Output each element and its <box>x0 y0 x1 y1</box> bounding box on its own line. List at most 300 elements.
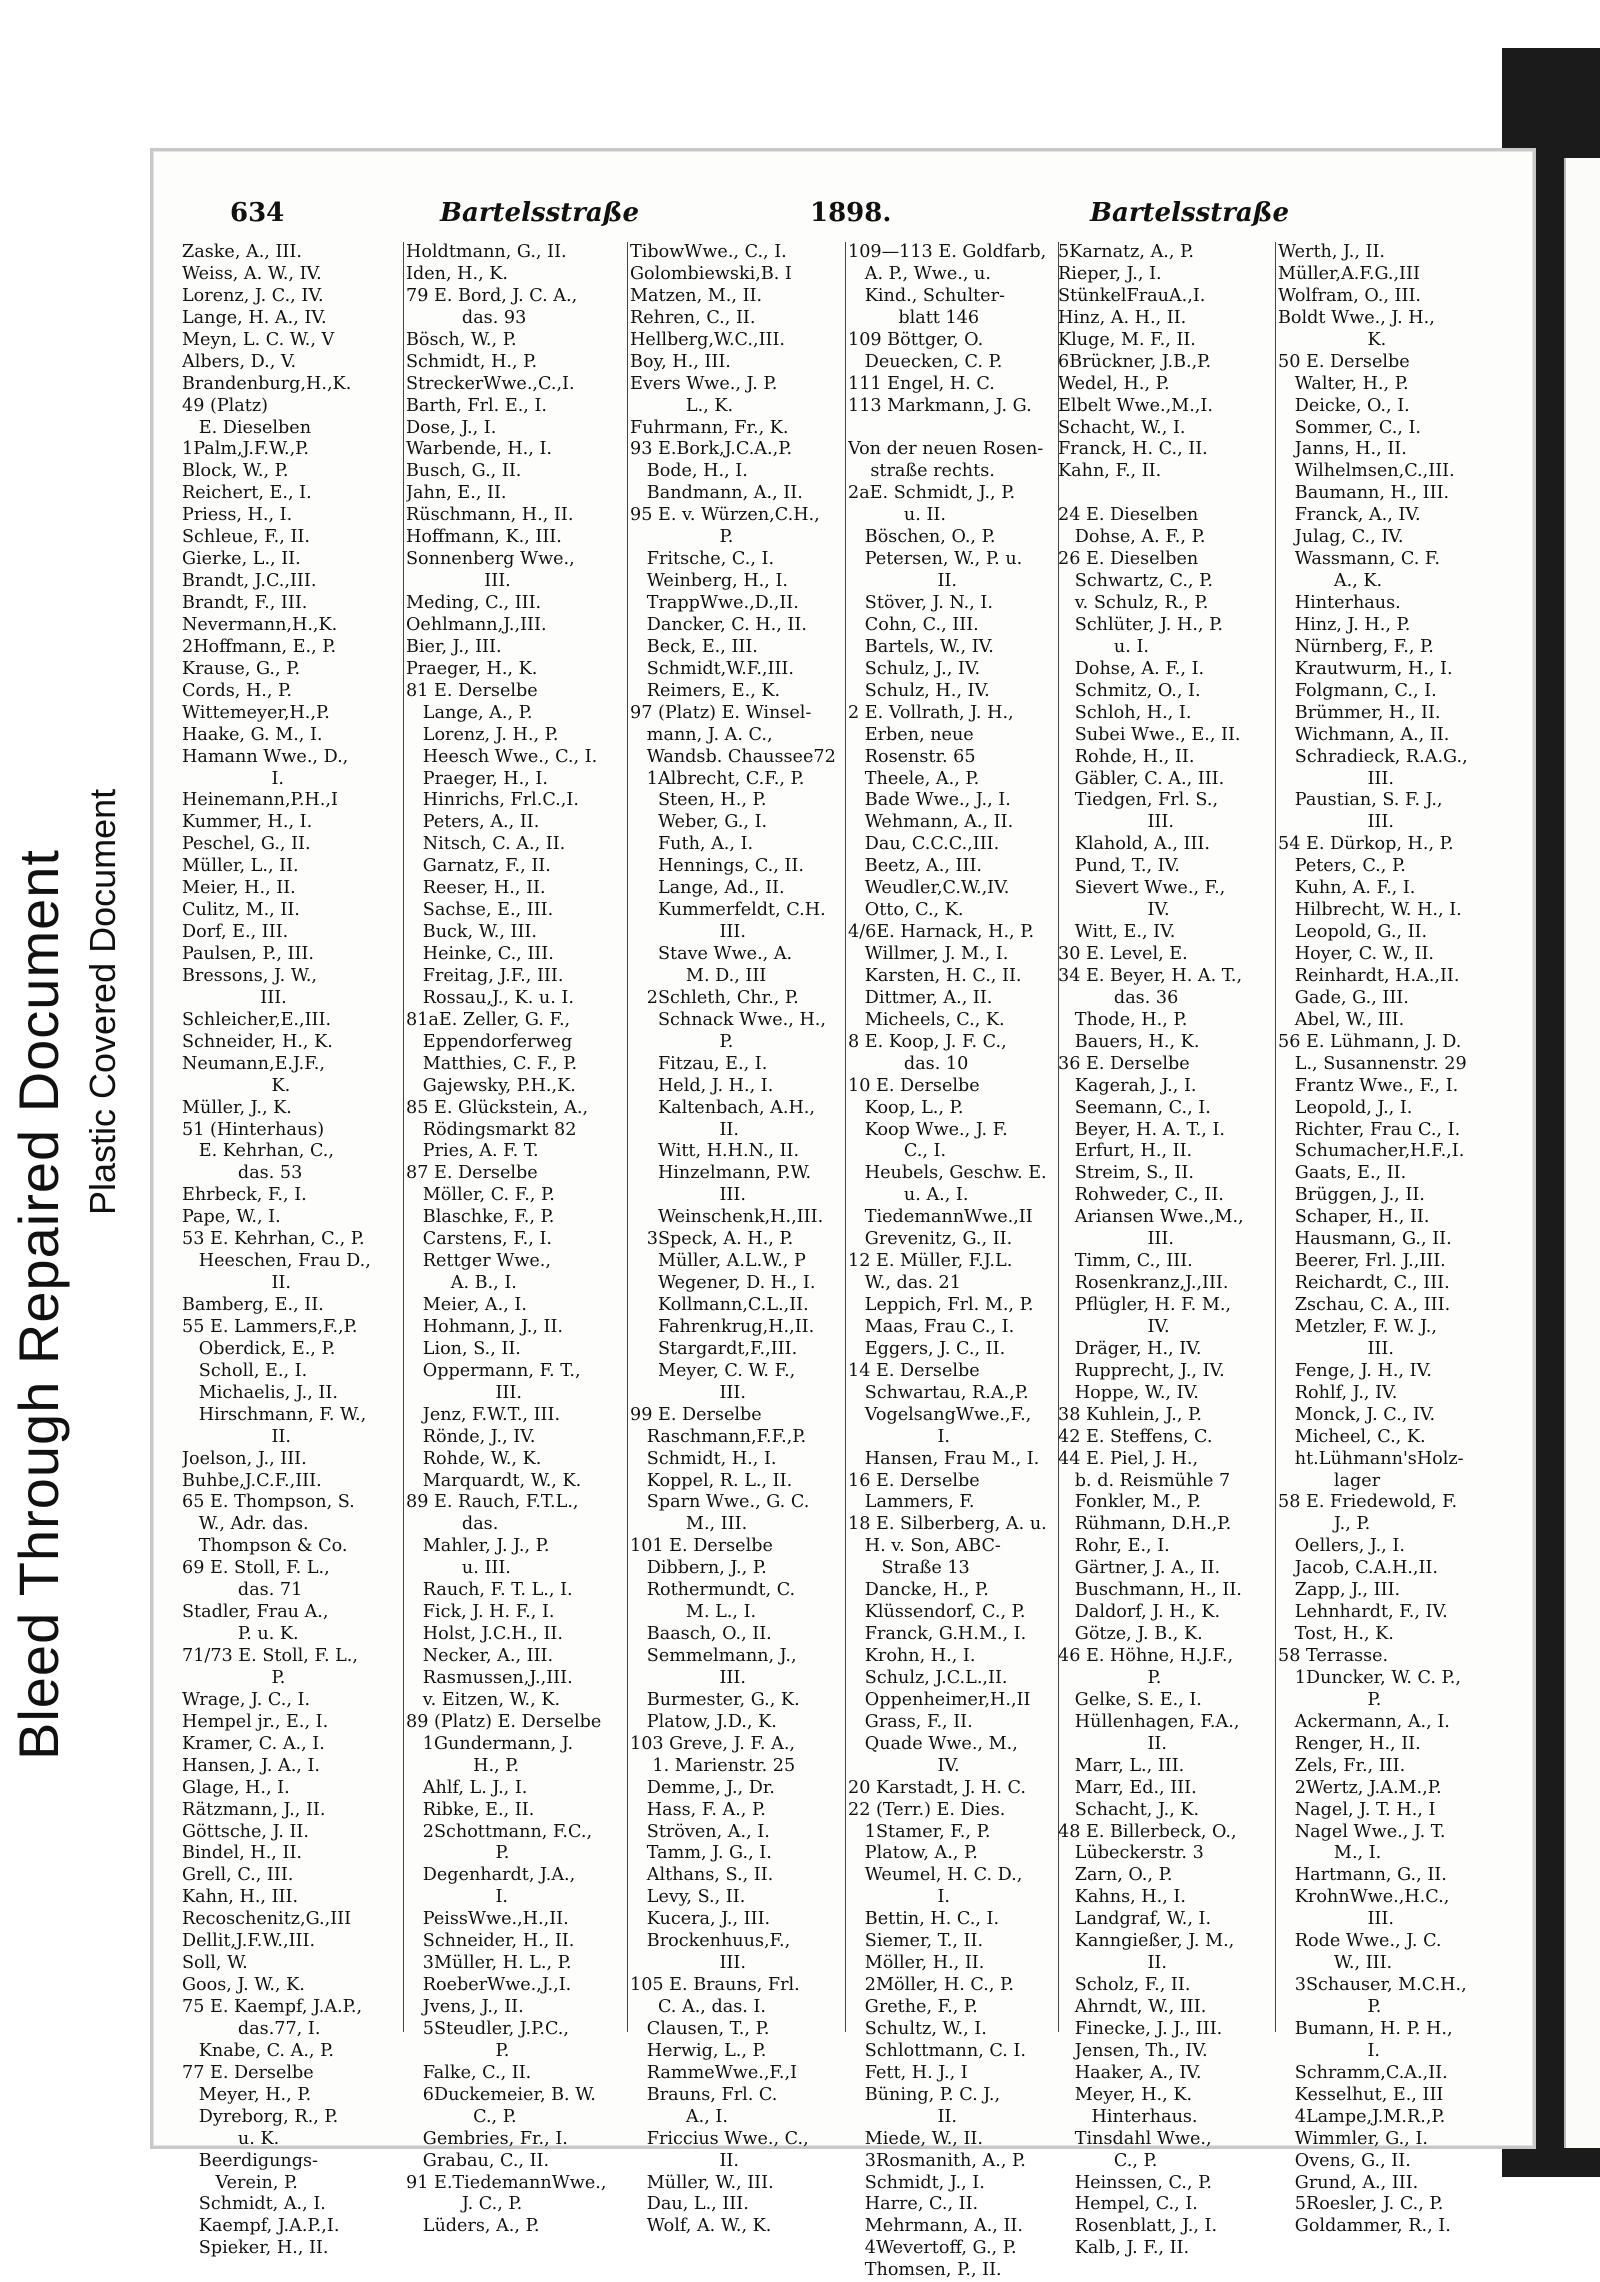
directory-entry: 36 E. Derselbe <box>1058 1053 1190 1074</box>
directory-entry: Haaker, A., IV. <box>1058 2062 1202 2083</box>
directory-entry: Hinzelmann, P.W. <box>630 1163 812 1184</box>
directory-entry: Ahrndt, W., III. <box>1058 1997 1207 2017</box>
directory-entry: Rauch, F. T. L., I. <box>406 1580 573 1601</box>
directory-entry: M., I. <box>1278 1843 1382 1864</box>
directory-entry: Deuecken, C. P. <box>848 351 1003 372</box>
directory-entry: Wolfram, O., III. <box>1278 285 1421 306</box>
directory-entry: 1. Marienstr. 25 <box>630 1755 796 1776</box>
directory-entry: Marquardt, W., K. <box>406 1470 582 1491</box>
directory-entry: Grevenitz, G., II. <box>848 1229 1013 1250</box>
directory-entry: 24 E. Dieselben <box>1058 505 1199 526</box>
directory-entry: RoeberWwe.,J.,I. <box>406 1975 572 1996</box>
directory-entry: u. A., I. <box>848 1185 969 1206</box>
directory-entry: Platow, A., P. <box>848 1843 978 1864</box>
directory-entry: Reeser, H., II. <box>406 878 546 899</box>
directory-entry: III. <box>182 987 287 1008</box>
directory-entry: Weber, G., I. <box>630 812 768 833</box>
directory-entry: IV. <box>1058 900 1170 921</box>
directory-entry: Sachse, E., III. <box>406 900 554 921</box>
directory-entry: 2Möller, H. C., P. <box>848 1975 1014 1996</box>
directory-entry: straße rechts. <box>848 461 995 482</box>
directory-entry: Soll, W. <box>182 1953 248 1974</box>
header-street-right: Bartelsstraße <box>1090 198 1290 228</box>
directory-entry: Oellers, J., I. <box>1278 1536 1405 1557</box>
directory-entry: W., III. <box>1278 1953 1393 1974</box>
directory-entry: Verein, P. <box>182 2172 298 2193</box>
directory-entry: I. <box>406 1887 509 1908</box>
directory-entry: Nitsch, C. A., II. <box>406 834 566 855</box>
directory-entry: 42 E. Steffens, C. <box>1058 1426 1213 1447</box>
directory-entry: Stargardt,F.,III. <box>630 1338 798 1359</box>
directory-entry: M., III. <box>630 1514 748 1535</box>
directory-entry: H. v. Son, ABC- <box>848 1536 1001 1557</box>
directory-entry: Haake, G. M., I. <box>182 724 323 745</box>
directory-entry: Heesch Wwe., C., I. <box>406 746 598 767</box>
directory-entry: Koop, L., P. <box>848 1097 964 1118</box>
directory-entry: Abel, W., III. <box>1278 1009 1405 1030</box>
directory-entry: Rettger Wwe., <box>406 1251 551 1272</box>
directory-entry: Bindel, H., II. <box>182 1843 302 1864</box>
directory-entry: Schneider, H., II. <box>406 1931 575 1952</box>
directory-entry: A., I. <box>630 2106 728 2127</box>
directory-entry: III. <box>1058 1229 1174 1250</box>
directory-entry: Wichmann, A., II. <box>1278 724 1450 745</box>
directory-entry: II. <box>848 571 957 592</box>
directory-entry: Schloh, H., I. <box>1058 702 1192 723</box>
directory-entry: Hansen, Frau M., I. <box>848 1448 1040 1469</box>
directory-entry: Hinterhaus. <box>1278 593 1401 613</box>
directory-entry: P. <box>406 1843 510 1864</box>
directory-entry: Zapp, J., III. <box>1278 1580 1401 1601</box>
directory-entry: Paustian, S. F. J., <box>1278 790 1443 811</box>
directory-entry: M. L., I. <box>630 1602 757 1623</box>
directory-entry: Garnatz, F., II. <box>406 856 551 877</box>
directory-column-5 <box>1058 242 1280 2260</box>
directory-entry: Gembries, Fr., I. <box>406 2128 568 2149</box>
directory-entry: 87 E. Derselbe <box>406 1163 538 1184</box>
directory-entry: E. Dieselben <box>182 417 312 438</box>
directory-entry: Maas, Frau C., I. <box>848 1316 1015 1337</box>
directory-entry: Müller, J., K. <box>182 1097 292 1118</box>
directory-entry: Dohse, A. F., I. <box>1058 658 1205 679</box>
directory-entry: Von der neuen Rosen- <box>848 439 1044 460</box>
directory-entry: 2aE. Schmidt, J., P. <box>848 483 1016 504</box>
directory-entry: Schradieck, R.A.G., <box>1278 746 1468 767</box>
directory-entry: 30 E. Level, E. <box>1058 944 1188 964</box>
directory-entry: Futh, A., I. <box>630 834 754 855</box>
directory-entry: Brümmer, H., II. <box>1278 702 1441 723</box>
directory-entry: C. A., das. I. <box>630 1997 766 2017</box>
directory-entry: Hinz, J. H., P. <box>1278 614 1411 635</box>
directory-entry: Kluge, M. F., II. <box>1058 329 1196 350</box>
directory-entry: Krause, G., P. <box>182 658 301 679</box>
directory-entry: TibowWwe., C., I. <box>630 242 787 262</box>
directory-entry: Folgmann, C., I. <box>1278 680 1437 701</box>
directory-entry: 3Müller, H. L., P. <box>406 1953 572 1974</box>
directory-entry: 4Lampe,J.M.R.,P. <box>1278 2106 1446 2127</box>
directory-entry: Fenge, J. H., IV. <box>1278 1360 1432 1381</box>
header-street-left: Bartelsstraße <box>440 198 640 228</box>
directory-entry: das. 53 <box>182 1163 303 1184</box>
directory-entry: Gajewsky, P.H.,K. <box>406 1075 576 1096</box>
directory-entry: II. <box>182 1273 291 1294</box>
directory-entry <box>1058 483 1280 505</box>
directory-entry: Hellberg,W.C.,III. <box>630 329 786 350</box>
directory-entry: 111 Engel, H. C. <box>848 373 995 394</box>
directory-entry: Dancke, H., P. <box>848 1580 989 1601</box>
directory-entry: 51 (Hinterhaus) <box>182 1119 325 1140</box>
directory-entry: 2Wertz, J.A.M.,P. <box>1278 1777 1442 1798</box>
directory-entry: PeissWwe.,H.,II. <box>406 1909 569 1930</box>
directory-entry: Pflügler, H. F. M., <box>1058 1295 1232 1315</box>
directory-entry: J., P. <box>1278 1514 1371 1535</box>
directory-entry: Recoschenitz,G.,III <box>182 1909 352 1930</box>
directory-entry: Herwig, L., P. <box>630 2040 767 2061</box>
directory-entry: 3Schauser, M.C.H., <box>1278 1975 1467 1996</box>
directory-entry: Schulz, J., IV. <box>848 658 981 679</box>
directory-entry: Lange, A., P. <box>406 702 533 723</box>
directory-entry: Schaper, H., II. <box>1278 1207 1430 1228</box>
directory-entry: Dose, J., I. <box>406 417 497 438</box>
directory-entry: Block, W., P. <box>182 461 289 482</box>
directory-entry: Petersen, W., P. u. <box>848 549 1023 570</box>
directory-entry: Buschmann, H., II. <box>1058 1580 1242 1601</box>
directory-entry: Schumacher,H.F.,I. <box>1278 1141 1465 1162</box>
directory-entry: Ackermann, A., I. <box>1278 1711 1450 1732</box>
directory-entry: 2Schleth, Chr., P. <box>630 987 799 1008</box>
directory-entry: Meding, C., III. <box>406 593 542 613</box>
directory-entry: Micheel, C., K. <box>1278 1426 1426 1447</box>
directory-entry: Dau, L., III. <box>630 2194 749 2215</box>
directory-entry: Lübeckerstr. 3 <box>1058 1843 1204 1864</box>
directory-entry: Ovens, G., II. <box>1278 2150 1411 2171</box>
directory-entry: Grethe, F., P. <box>848 1997 978 2017</box>
directory-entry: Fick, J. H. F., I. <box>406 1602 555 1623</box>
directory-entry: das.77, I. <box>182 2018 321 2039</box>
directory-entry: Wassmann, C. F. <box>1278 549 1440 570</box>
directory-entry: Straße 13 <box>848 1558 970 1579</box>
directory-entry: Fritsche, C., I. <box>630 549 775 570</box>
directory-entry: mann, J. A. C., <box>630 724 773 745</box>
directory-entry: 89 E. Rauch, F.T.L., <box>406 1492 579 1513</box>
bleed-through-label: Bleed Through Repaired Document <box>7 849 70 1760</box>
directory-entry: Rätzmann, J., II. <box>182 1799 326 1820</box>
directory-entry: Lammers, F. <box>848 1492 975 1513</box>
directory-entry: Zaske, A., III. <box>182 242 302 262</box>
directory-entry: Meier, H., II. <box>182 878 296 899</box>
directory-entry: Rüschmann, H., II. <box>406 505 574 526</box>
directory-entry: Hempel, C., I. <box>1058 2194 1198 2215</box>
directory-entry: Jahn, E., II. <box>406 483 507 504</box>
directory-entry: Carstens, F., I. <box>406 1229 552 1250</box>
directory-entry: Marr, L., III. <box>1058 1755 1185 1776</box>
directory-entry: 50 E. Derselbe <box>1278 351 1410 372</box>
directory-entry: Paulsen, P., III. <box>182 944 314 964</box>
directory-entry: das. <box>406 1514 499 1535</box>
directory-entry: 81 E. Derselbe <box>406 680 538 701</box>
directory-entry: Goos, J. W., K. <box>182 1975 305 1996</box>
directory-entry: 16 E. Derselbe <box>848 1470 980 1491</box>
directory-entry: Platow, J.D., K. <box>630 1711 777 1732</box>
directory-entry: Kramer, C. A., I. <box>182 1733 325 1754</box>
directory-entry: Müller,A.F.G.,III <box>1278 263 1420 284</box>
directory-entry <box>848 418 1062 440</box>
header-year: 1898. <box>810 198 892 228</box>
directory-entry: Schacht, W., I. <box>1058 417 1186 438</box>
directory-entry: P. <box>1278 1997 1382 2017</box>
directory-entry: 10 E. Derselbe <box>848 1075 980 1096</box>
directory-entry: Franck, H. C., II. <box>1058 439 1208 460</box>
directory-entry: Klüssendorf, C., P. <box>848 1602 1026 1623</box>
directory-entry: Finecke, J. J., III. <box>1058 2018 1223 2039</box>
directory-entry: Götze, J. B., K. <box>1058 1624 1203 1645</box>
directory-entry: Schmitz, O., I. <box>1058 680 1201 701</box>
directory-column-4 <box>848 242 1062 2282</box>
directory-entry: 26 E. Dieselben <box>1058 549 1199 570</box>
directory-entry: Rohlf, J., IV. <box>1278 1382 1398 1403</box>
directory-entry: Franck, A., IV. <box>1278 505 1421 526</box>
directory-entry: 1Albrecht, C.F., P. <box>630 768 805 789</box>
directory-entry: 2Hoffmann, E., P. <box>182 636 337 657</box>
directory-entry: Bartels, W., IV. <box>848 636 994 657</box>
directory-entry: II. <box>848 2106 957 2127</box>
directory-entry: A., K. <box>1278 571 1383 592</box>
directory-entry: Zarn, O., P. <box>1058 1865 1173 1886</box>
directory-entry: Weinschenk,H.,III. <box>630 1207 824 1228</box>
directory-entry: Weumel, H. C. D., <box>848 1865 1023 1886</box>
directory-entry: Grass, F., II. <box>848 1711 973 1732</box>
directory-entry: Dittmer, A., II. <box>848 987 993 1008</box>
directory-entry: Ribke, E., II. <box>406 1799 535 1820</box>
directory-entry: Bode, H., I. <box>630 461 748 482</box>
directory-entry: 5Karnatz, A., P. <box>1058 242 1194 262</box>
directory-entry: Baasch, O., II. <box>630 1624 772 1645</box>
directory-entry: Steen, H., P. <box>630 790 767 811</box>
directory-entry: I. <box>1278 2040 1381 2061</box>
directory-entry: 53 E. Kehrhan, C., P. <box>182 1229 365 1250</box>
directory-entry: Wittemeyer,H.,P. <box>182 702 330 723</box>
directory-entry: Julag, C., IV. <box>1278 527 1404 548</box>
directory-entry: Schlottmann, C. I. <box>848 2040 1026 2061</box>
directory-entry: Heinke, C., III. <box>406 944 554 964</box>
page-number: 634 <box>230 198 285 228</box>
directory-entry: Elbelt Wwe.,M.,I. <box>1058 395 1213 416</box>
directory-entry: TiedemannWwe.,II <box>848 1207 1033 1228</box>
directory-entry: 38 Kuhlein, J., P. <box>1058 1404 1202 1425</box>
directory-entry: 44 E. Piel, J. H., <box>1058 1448 1199 1469</box>
directory-entry: P. <box>630 527 734 548</box>
directory-entry: II. <box>1058 1733 1167 1754</box>
directory-entry: 77 E. Derselbe <box>182 2062 314 2083</box>
directory-entry: Lion, S., II. <box>406 1338 521 1359</box>
directory-entry: Rode Wwe., J. C. <box>1278 1931 1442 1952</box>
directory-entry: Nürnberg, F., P. <box>1278 636 1434 657</box>
directory-entry: 1Gundermann, J. <box>406 1733 574 1754</box>
directory-entry: Wedel, H., P. <box>1058 373 1170 394</box>
directory-entry: Hass, F. A., P. <box>630 1799 766 1820</box>
directory-entry: Werth, J., II. <box>1278 242 1386 262</box>
directory-entry: Gäbler, C. A., III. <box>1058 768 1225 789</box>
directory-entry: I. <box>848 1426 951 1447</box>
directory-entry: III. <box>630 922 746 943</box>
directory-entry: Schmidt,W.F.,III. <box>630 658 794 679</box>
directory-entry: P. <box>1278 1689 1382 1710</box>
directory-entry: Nagel, J. T. H., I <box>1278 1799 1436 1820</box>
directory-entry: Bumann, H. P. H., <box>1278 2018 1453 2039</box>
directory-entry: ht.Lühmann'sHolz- <box>1278 1448 1464 1469</box>
column-divider <box>403 242 404 2032</box>
directory-entry: Peters, A., II. <box>406 812 540 833</box>
directory-entry: Hirschmann, F. W., <box>182 1404 367 1425</box>
directory-entry: II. <box>630 2150 739 2171</box>
directory-entry: Rupprecht, J., IV. <box>1058 1360 1225 1381</box>
directory-entry: 54 E. Dürkop, H., P. <box>1278 834 1454 855</box>
directory-entry: 2Schottmann, F.C., <box>406 1821 593 1842</box>
directory-entry: P. u. K. <box>182 1624 299 1645</box>
directory-entry: Grund, A., III. <box>1278 2172 1419 2193</box>
directory-entry: A. B., I. <box>406 1273 517 1294</box>
directory-entry: Schmidt, H., I. <box>630 1448 777 1469</box>
directory-entry: Schmidt, A., I. <box>182 2194 326 2215</box>
directory-entry: Grell, C., III. <box>182 1865 294 1886</box>
directory-entry: Kesselhut, E., III <box>1278 2084 1444 2105</box>
directory-entry: Reinhardt, H.A.,II. <box>1278 965 1460 986</box>
directory-entry: Rasmussen,J.,III. <box>406 1667 573 1688</box>
directory-entry: P. <box>182 1667 286 1688</box>
directory-entry: Scholz, F., II. <box>1058 1975 1191 1996</box>
directory-entry: Ehrbeck, F., I. <box>182 1185 307 1206</box>
directory-entry: Lange, Ad., II. <box>630 878 785 899</box>
directory-entry: Hartmann, G., II. <box>1278 1865 1447 1886</box>
directory-entry: Meyn, L. C. W., V <box>182 329 335 350</box>
directory-entry: Weiss, A. W., IV. <box>182 263 322 284</box>
directory-entry: Matthies, C. F., P. <box>406 1053 578 1074</box>
directory-entry: 4/6E. Harnack, H., P. <box>848 922 1035 943</box>
directory-entry: u. I. <box>1058 636 1149 657</box>
directory-entry: Cohn, C., III. <box>848 614 979 635</box>
directory-entry: Brandt, J.C.,III. <box>182 571 317 592</box>
directory-entry: 46 E. Höhne, H.J.F., <box>1058 1646 1234 1666</box>
directory-entry: Koppel, R. L., II. <box>630 1470 793 1491</box>
directory-entry: M. D., III <box>630 965 767 986</box>
directory-entry: Bamberg, E., II. <box>182 1295 324 1315</box>
directory-entry: Oberdick, E., P. <box>182 1338 336 1359</box>
directory-entry: Gierke, L., II. <box>182 549 301 570</box>
directory-entry: Schwartau, R.A.,P. <box>848 1382 1029 1403</box>
directory-entry: K. <box>1278 329 1387 350</box>
directory-entry: Kollmann,C.L.,II. <box>630 1295 809 1315</box>
directory-entry: Schwartz, C., P. <box>1058 571 1213 592</box>
directory-entry: Oppermann, F. T., <box>406 1360 581 1381</box>
directory-entry: II. <box>1058 1953 1167 1974</box>
directory-entry: Wolf, A. W., K. <box>630 2216 772 2237</box>
directory-entry: Hennings, C., II. <box>630 856 804 877</box>
directory-entry: Bade Wwe., J., I. <box>848 790 1011 811</box>
directory-entry: Mehrmann, A., II. <box>848 2216 1023 2237</box>
directory-entry: Rönde, J., IV. <box>406 1426 536 1447</box>
directory-entry: 55 E. Lammers,F.,P. <box>182 1316 358 1337</box>
directory-entry: v. Schulz, R., P. <box>1058 593 1209 613</box>
directory-entry: Gelke, S. E., I. <box>1058 1689 1202 1710</box>
directory-entry: Heinssen, C., P. <box>1058 2172 1212 2193</box>
directory-entry: Lange, H. A., IV. <box>182 307 327 328</box>
directory-entry: 49 (Platz) <box>182 395 269 416</box>
directory-entry: Brockenhuus,F., <box>630 1931 791 1952</box>
directory-entry: Buck, W., III. <box>406 922 537 943</box>
directory-entry: Eppendorferweg <box>406 1031 573 1052</box>
directory-entry: Walter, H., P. <box>1278 373 1409 394</box>
directory-entry: Karsten, H. C., II. <box>848 965 1022 986</box>
directory-entry: Gade, G., III. <box>1278 987 1409 1008</box>
directory-entry: Hoffmann, K., III. <box>406 527 562 548</box>
directory-entry: Hinz, A. H., II. <box>1058 307 1187 328</box>
directory-column-3 <box>630 242 848 2238</box>
directory-entry: IV. <box>1058 1316 1170 1337</box>
directory-entry: Kucera, J., III. <box>630 1909 771 1930</box>
directory-entry: III. <box>630 1382 746 1403</box>
directory-entry: Michaelis, J., II. <box>182 1382 338 1403</box>
directory-entry: u. II. <box>848 505 946 526</box>
directory-entry: Dau, C.C.C.,III. <box>848 834 1000 855</box>
directory-entry: Tiedgen, Frl. S., <box>1058 790 1219 811</box>
directory-entry: Schnack Wwe., H., <box>630 1009 826 1030</box>
directory-entry: Hüllenhagen, F.A., <box>1058 1711 1240 1732</box>
directory-entry: 97 (Platz) E. Winsel- <box>630 702 812 723</box>
directory-entry: Clausen, T., P. <box>630 2018 770 2039</box>
directory-entry: Rieper, J., I. <box>1058 263 1162 284</box>
directory-entry: P. <box>1058 1667 1162 1688</box>
directory-entry: Beerer, Frl. J.,III. <box>1278 1251 1446 1272</box>
directory-entry: 91 E.TiedemannWwe., <box>406 2172 607 2193</box>
directory-entry: 95 E. v. Würzen,C.H., <box>630 505 820 526</box>
directory-entry: Buhbe,J.C.F.,III. <box>182 1470 322 1491</box>
directory-entry: Hoppe, W., IV. <box>1058 1382 1199 1403</box>
directory-entry: Gärtner, J. A., II. <box>1058 1558 1221 1579</box>
directory-entry: Hempel jr., E., I. <box>182 1711 329 1732</box>
directory-entry: Stave Wwe., A. <box>630 944 793 964</box>
directory-entry: II. <box>630 1119 739 1140</box>
directory-entry: Fett, H. J., I <box>848 2062 968 2083</box>
directory-entry: Kanngießer, J. M., <box>1058 1931 1235 1952</box>
directory-entry: Knabe, C. A., P. <box>182 2040 334 2061</box>
directory-entry: Rosenblatt, J., I. <box>1058 2216 1218 2237</box>
directory-entry: 4Wevertoff, G., P. <box>848 2238 1017 2259</box>
directory-entry: Dorf, E., III. <box>182 922 289 943</box>
directory-entry: Neumann,E.J.F., <box>182 1053 325 1074</box>
directory-entry: Sievert Wwe., F., <box>1058 878 1226 899</box>
directory-entry: C., I. <box>848 1141 947 1162</box>
directory-entry: Daldorf, J. H., K. <box>1058 1602 1221 1623</box>
directory-entry: Iden, H., K. <box>406 263 508 284</box>
directory-entry: Praeger, H., K. <box>406 658 538 679</box>
directory-entry: Reichardt, C., III. <box>1278 1273 1450 1294</box>
directory-entry: K. <box>182 1075 291 1096</box>
directory-entry: Rödingsmarkt 82 <box>406 1119 577 1140</box>
directory-entry: Rohweder, C., II. <box>1058 1185 1224 1206</box>
directory-entry: Schramm,C.A.,II. <box>1278 2062 1448 2083</box>
directory-entry: Nevermann,H.,K. <box>182 614 338 635</box>
directory-entry: Sparn Wwe., G. C. <box>630 1492 810 1513</box>
directory-entry: Leopold, G., II. <box>1278 922 1428 943</box>
directory-entry: Beetz, A., III. <box>848 856 982 877</box>
directory-entry: Kahn, H., III. <box>182 1887 299 1908</box>
directory-entry: I. <box>848 1887 951 1908</box>
directory-entry: Hinterhaus. <box>1058 2106 1198 2127</box>
directory-entry: Boldt Wwe., J. H., <box>1278 307 1435 328</box>
directory-entry: Kind., Schulter- <box>848 285 1005 306</box>
directory-entry: 1Stamer, F., P. <box>848 1821 991 1842</box>
directory-entry: Hohmann, J., II. <box>406 1316 564 1337</box>
